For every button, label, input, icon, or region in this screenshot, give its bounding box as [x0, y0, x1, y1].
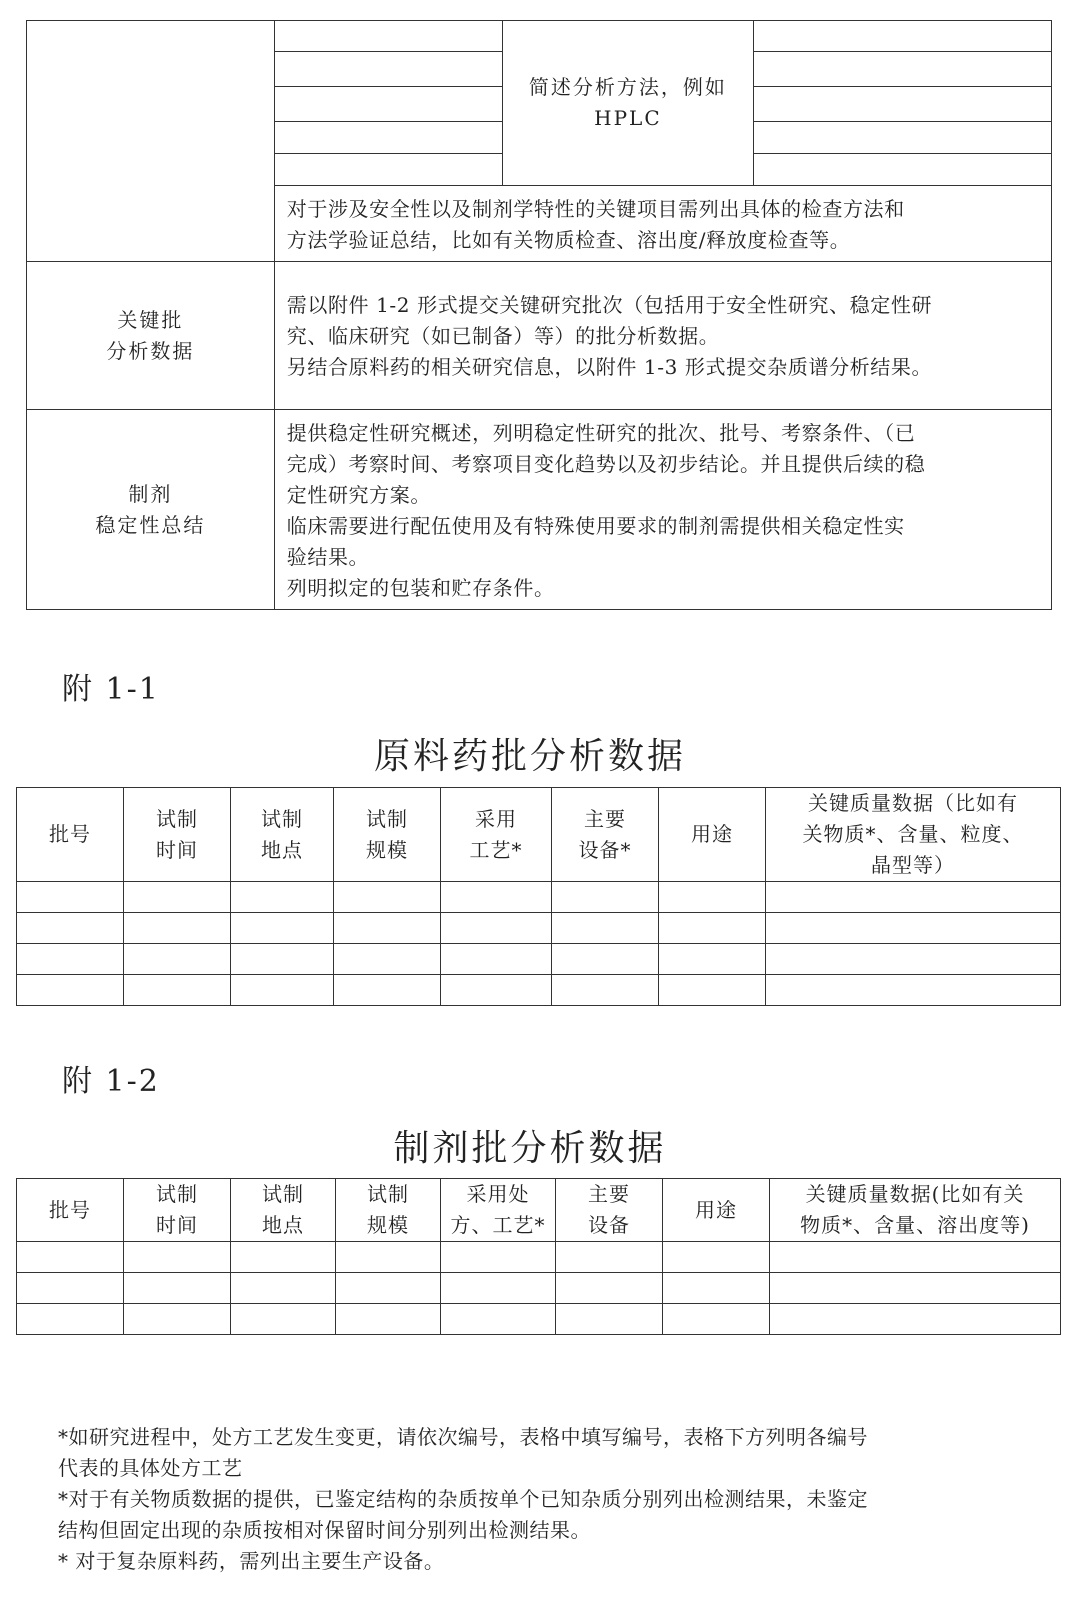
row-content-batch-analysis: 需以附件 1-2 形式提交关键研究批次（包括用于安全性研究、稳定性研 究、临床研究（如已制备）等）的批分析数据。 另结合原料药的相关研究信息，以附件 1-3 形式提交杂质谱分析结果。	[274, 262, 1051, 410]
row-label-batch-analysis: 关键批 分析数据	[27, 262, 275, 410]
blank-cell	[274, 21, 502, 52]
row-content-stability: 提供稳定性研究概述，列明稳定性研究的批次、批号、考察条件、（已 完成）考察时间、考察项目变化趋势以及初步结论。并且提供后续的稳 定性研究方案。 临床需要进行配伍使用及有特殊使用要求的制剂需提供相关稳定性实 验结果。 列明拟定的包装和贮存条件。	[274, 410, 1051, 610]
header-cell: 用途	[663, 1179, 770, 1242]
annex2-table	[16, 1178, 1061, 1335]
annex1-header-row	[17, 788, 1061, 882]
header-cell: 采用 工艺*	[441, 788, 552, 882]
header-cell: 试制 时间	[124, 788, 231, 882]
method-note-cell	[502, 21, 754, 186]
header-cell: 试制 地点	[231, 788, 334, 882]
header-cell: 试制 地点	[231, 1179, 336, 1242]
header-cell: 关键质量数据（比如有 关物质*、含量、粒度、 晶型等）	[766, 788, 1061, 882]
blank-cell	[754, 122, 1052, 154]
table-row	[17, 975, 1061, 1006]
annex2-header-row	[17, 1179, 1061, 1242]
table-row	[17, 1304, 1061, 1335]
table-row	[17, 913, 1061, 944]
critical-items-note: 对于涉及安全性以及制剂学特性的关键项目需列出具体的检查方法和 方法学验证总结，比如有关物质检查、溶出度/释放度检查等。	[274, 186, 1051, 262]
annex2-label: 附 1-2	[62, 1064, 160, 1099]
top-table	[26, 20, 1052, 610]
blank-cell	[274, 154, 502, 186]
header-cell: 主要 设备	[556, 1179, 663, 1242]
blank-cell	[274, 87, 502, 122]
footnote-complex-api: * 对于复杂原料药，需列出主要生产设备。	[58, 1549, 445, 1573]
annex1-title: 原料药批分析数据	[373, 736, 686, 777]
annex1-label: 附 1-1	[62, 672, 160, 707]
header-cell: 批号	[17, 1179, 124, 1242]
method-note: 简述分析方法，例如 HPLC	[528, 75, 727, 130]
header-cell: 批号	[17, 788, 124, 882]
blank-cell	[754, 52, 1052, 87]
footnotes	[58, 1422, 1038, 1577]
annex2-title: 制剂批分析数据	[393, 1128, 667, 1169]
header-cell: 用途	[659, 788, 766, 882]
header-cell: 主要 设备*	[552, 788, 659, 882]
blank-cell	[754, 87, 1052, 122]
blank-cell	[274, 52, 502, 87]
table-row	[17, 882, 1061, 913]
blank-cell	[754, 21, 1052, 52]
footnote-related-substances: *对于有关物质数据的提供，已鉴定结构的杂质按单个已知杂质分别列出检测结果，未鉴定 结构但固定出现的杂质按相对保留时间分别列出检测结果。	[58, 1487, 868, 1542]
table-row	[17, 1242, 1061, 1273]
header-cell: 关键质量数据(比如有关 物质*、含量、溶出度等)	[770, 1179, 1061, 1242]
table-row	[17, 1273, 1061, 1304]
annex1-table	[16, 787, 1061, 1006]
table-row	[17, 944, 1061, 975]
empty-label-cell	[27, 21, 275, 262]
header-cell: 试制 规模	[336, 1179, 441, 1242]
header-cell: 试制 时间	[124, 1179, 231, 1242]
header-cell: 试制 规模	[334, 788, 441, 882]
blank-cell	[754, 154, 1052, 186]
row-label-stability: 制剂 稳定性总结	[27, 410, 275, 610]
footnote-process-change: *如研究进程中，处方工艺发生变更，请依次编号，表格中填写编号，表格下方列明各编号 代表的具体处方工艺	[58, 1425, 868, 1480]
header-cell: 采用处 方、工艺*	[441, 1179, 556, 1242]
blank-cell	[274, 122, 502, 154]
